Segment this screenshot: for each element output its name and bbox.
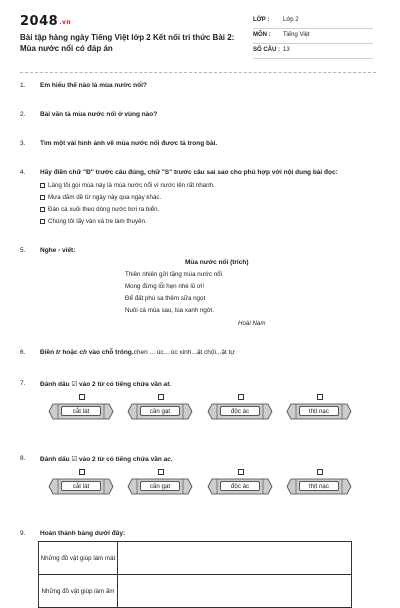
question-number: 8. <box>20 455 26 462</box>
true-false-option <box>40 206 159 213</box>
word-pencil-card[interactable] <box>286 403 352 420</box>
question-number: 3. <box>20 140 26 147</box>
site-logo[interactable] <box>20 14 71 29</box>
answer-checkbox[interactable] <box>79 394 85 400</box>
word-label: cắt lát <box>61 406 101 416</box>
option-text: Đàn cá xuôi theo dòng nước bơi ra biển. <box>48 206 160 213</box>
fill-in-blanks: chen ... úc... úc xinh...ật chội...ật tự <box>133 349 235 356</box>
question-text: Em hiểu thế nào là mùa nước nổi? <box>40 82 147 89</box>
word-label: độc ác <box>220 406 260 416</box>
question-number: 1. <box>20 82 26 89</box>
question-text: Điền tr hoặc ch vào chỗ trống.chen ... úc... úc xinh...ật chội...ật tự <box>40 349 235 356</box>
word-pencil-card[interactable] <box>286 478 352 495</box>
answer-checkbox[interactable] <box>317 394 323 400</box>
meta-label: MÔN : <box>253 32 271 38</box>
table-row <box>39 542 352 575</box>
word-label: thịt nạc <box>299 481 339 491</box>
poem-title: Mùa nước nổi (trích) <box>185 259 249 266</box>
logo-suffix: .vn <box>59 19 72 26</box>
word-pencil-card[interactable] <box>207 403 273 420</box>
true-false-option <box>40 218 147 225</box>
poem-line: Nuôi cá mùa sau, lúa xanh ngời. <box>125 307 215 314</box>
question-text: Hãy điền chữ "Đ" trước câu đúng, chữ "S" trước câu sai sao cho phù hợp với nội dung bài đọc: <box>40 169 338 176</box>
answer-checkbox[interactable] <box>158 394 164 400</box>
question-text: Nghe - viết: <box>40 247 76 254</box>
row-header: Những đồ vật giúp làm ấm <box>39 575 118 608</box>
meta-value: 13 <box>283 47 290 53</box>
answer-checkbox[interactable] <box>40 207 45 212</box>
poem-line: Mong đừng lỗi hẹn nhé lũ ơi! <box>125 283 205 290</box>
poem-line: Để đất phù sa thêm sữa ngọt <box>125 295 206 302</box>
word-label: cần gạt <box>140 406 180 416</box>
word-pencil-card[interactable] <box>48 403 114 420</box>
question-text: Bài văn tả mùa nước nổi ở vùng nào? <box>40 111 158 118</box>
option-text: Mưa dầm dề từ ngày này qua ngày khác. <box>48 194 162 201</box>
question-number: 6. <box>20 349 26 356</box>
option-text: Làng tôi gọi mùa này là mùa nước nổi vì nước lên rất nhanh. <box>48 182 215 189</box>
answer-checkbox[interactable] <box>238 394 244 400</box>
question-text: Đánh dấu ☑ vào 2 từ có tiếng chứa vần ac. <box>40 456 173 463</box>
answer-checkbox[interactable] <box>40 183 45 188</box>
header-divider <box>20 72 376 73</box>
option-text: Chúng tôi lấy ván và tre làm thuyền. <box>48 218 147 225</box>
question-number: 9. <box>20 530 26 537</box>
word-label: cắt lát <box>61 481 101 491</box>
true-false-option <box>40 194 161 201</box>
true-false-option <box>40 182 215 189</box>
table-row <box>39 575 352 608</box>
question-number: 7. <box>20 380 26 387</box>
word-label: độc ác <box>220 481 260 491</box>
meta-value: Lớp 2 <box>283 17 299 23</box>
answer-checkbox[interactable] <box>40 219 45 224</box>
meta-label: LỚP : <box>253 17 270 23</box>
question-text: Đánh dấu ☑ vào 2 từ có tiếng chứa vần at. <box>40 381 172 388</box>
document-title: Bài tập hàng ngày Tiếng Việt lớp 2 Kết nối tri thức Bài 2: Mùa nước nổi có đáp án <box>20 33 235 53</box>
word-pencil-card[interactable] <box>207 478 273 495</box>
word-label: thịt nạc <box>299 406 339 416</box>
answer-checkbox[interactable] <box>79 469 85 475</box>
poem-author: Hoài Nam <box>238 320 266 327</box>
answer-table <box>38 541 352 608</box>
answer-checkbox[interactable] <box>40 195 45 200</box>
answer-cell[interactable] <box>118 575 352 608</box>
question-text: Tìm một vài hình ảnh về mùa nước nổi được tả trong bài. <box>40 140 218 147</box>
logo-text: 2048 <box>20 14 59 29</box>
word-label: cần gạt <box>140 481 180 491</box>
question-number: 4. <box>20 169 26 176</box>
row-header: Những đồ vật giúp làm mát <box>39 542 118 575</box>
meta-value: Tiếng Việt <box>283 32 310 38</box>
answer-checkbox[interactable] <box>158 469 164 475</box>
question-text: Hoàn thành bảng dưới đây: <box>40 530 126 537</box>
meta-label: SỐ CÂU : <box>253 47 280 53</box>
answer-checkbox[interactable] <box>238 469 244 475</box>
word-pencil-card[interactable] <box>48 478 114 495</box>
question-number: 2. <box>20 111 26 118</box>
word-pencil-card[interactable] <box>127 478 193 495</box>
word-pencil-card[interactable] <box>127 403 193 420</box>
question-number: 5. <box>20 247 26 254</box>
answer-cell[interactable] <box>118 542 352 575</box>
answer-checkbox[interactable] <box>317 469 323 475</box>
poem-line: Thiên nhiên gửi tặng mùa nước nổi <box>125 271 222 278</box>
